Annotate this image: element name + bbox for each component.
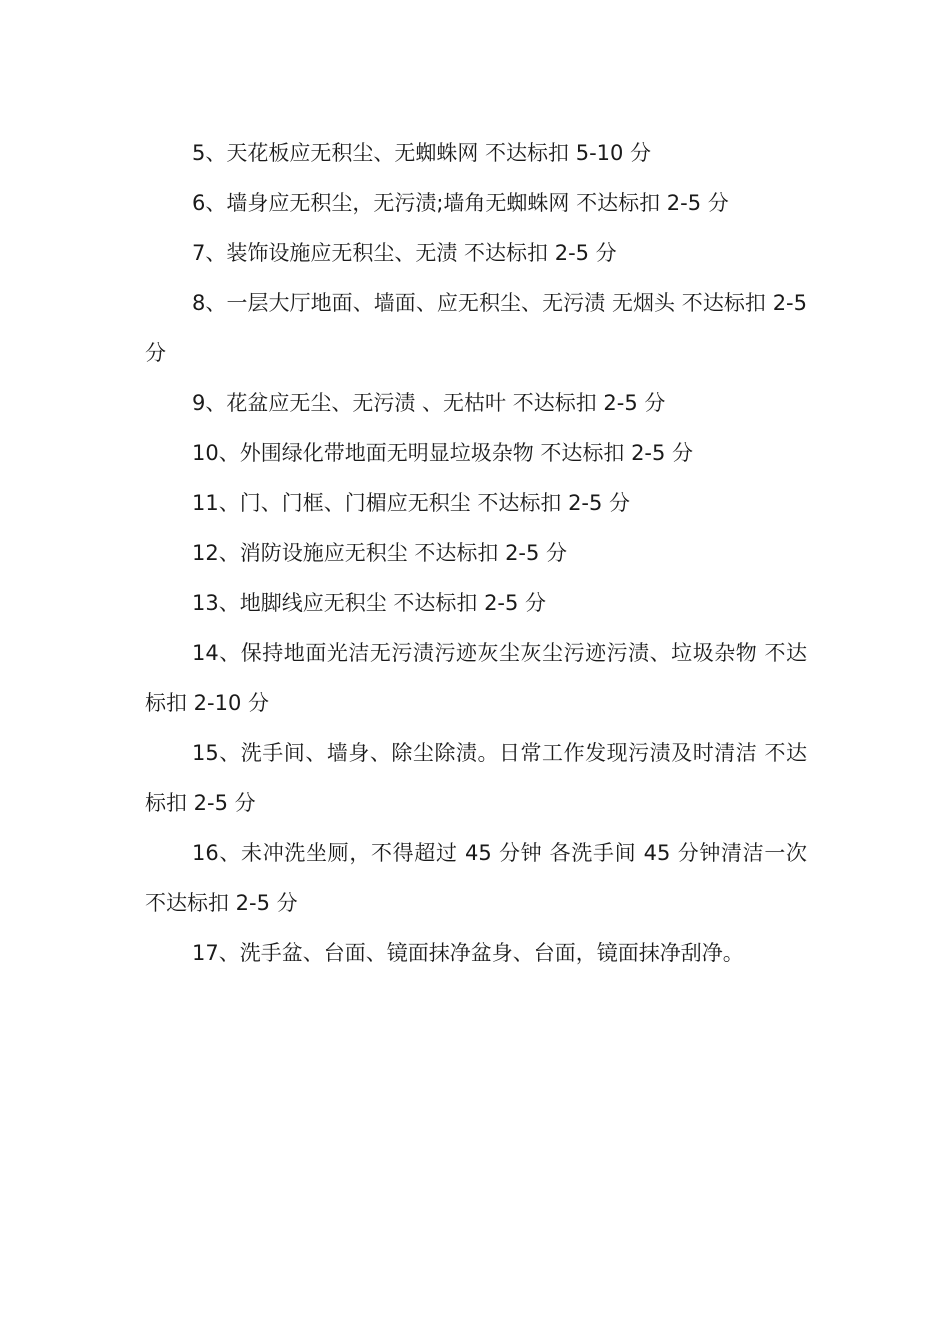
list-item-17: 17、洗手盆、台面、镜面抹净盆身、台面，镜面抹净刮净。: [192, 941, 744, 965]
list-item-8: 8、一层大厅地面、墙面、应无积尘、无污渍 无烟头 不达标扣 2-5 分: [145, 291, 807, 365]
list-item-12: 12、消防设施应无积尘 不达标扣 2-5 分: [192, 541, 568, 565]
list-item-13: 13、地脚线应无积尘 不达标扣 2-5 分: [192, 591, 547, 615]
list-item-14: 14、保持地面光洁无污渍污迹灰尘灰尘污迹污渍、垃圾杂物 不达标扣 2-10 分: [145, 641, 807, 715]
list-item-16: 16、未冲洗坐厕，不得超过 45 分钟 各洗手间 45 分钟清洁一次 不达标扣 2-5 分: [145, 841, 807, 915]
document-body: [145, 128, 807, 978]
list-item-11: 11、门、门框、门楣应无积尘 不达标扣 2-5 分: [192, 491, 631, 515]
list-item-7: 7、装饰设施应无积尘、无渍 不达标扣 2-5 分: [192, 241, 617, 265]
list-item-9: 9、花盆应无尘、无污渍 、无枯叶 不达标扣 2-5 分: [192, 391, 666, 415]
list-item-10: 10、外围绿化带地面无明显垃圾杂物 不达标扣 2-5 分: [192, 441, 694, 465]
list-item-6: 6、墙身应无积尘，无污渍;墙角无蜘蛛网 不达标扣 2-5 分: [192, 191, 729, 215]
list-item-5: 5、天花板应无积尘、无蜘蛛网 不达标扣 5-10 分: [192, 141, 652, 165]
list-item-15: 15、洗手间、墙身、除尘除渍。日常工作发现污渍及时清洁 不达标扣 2-5 分: [145, 741, 807, 815]
